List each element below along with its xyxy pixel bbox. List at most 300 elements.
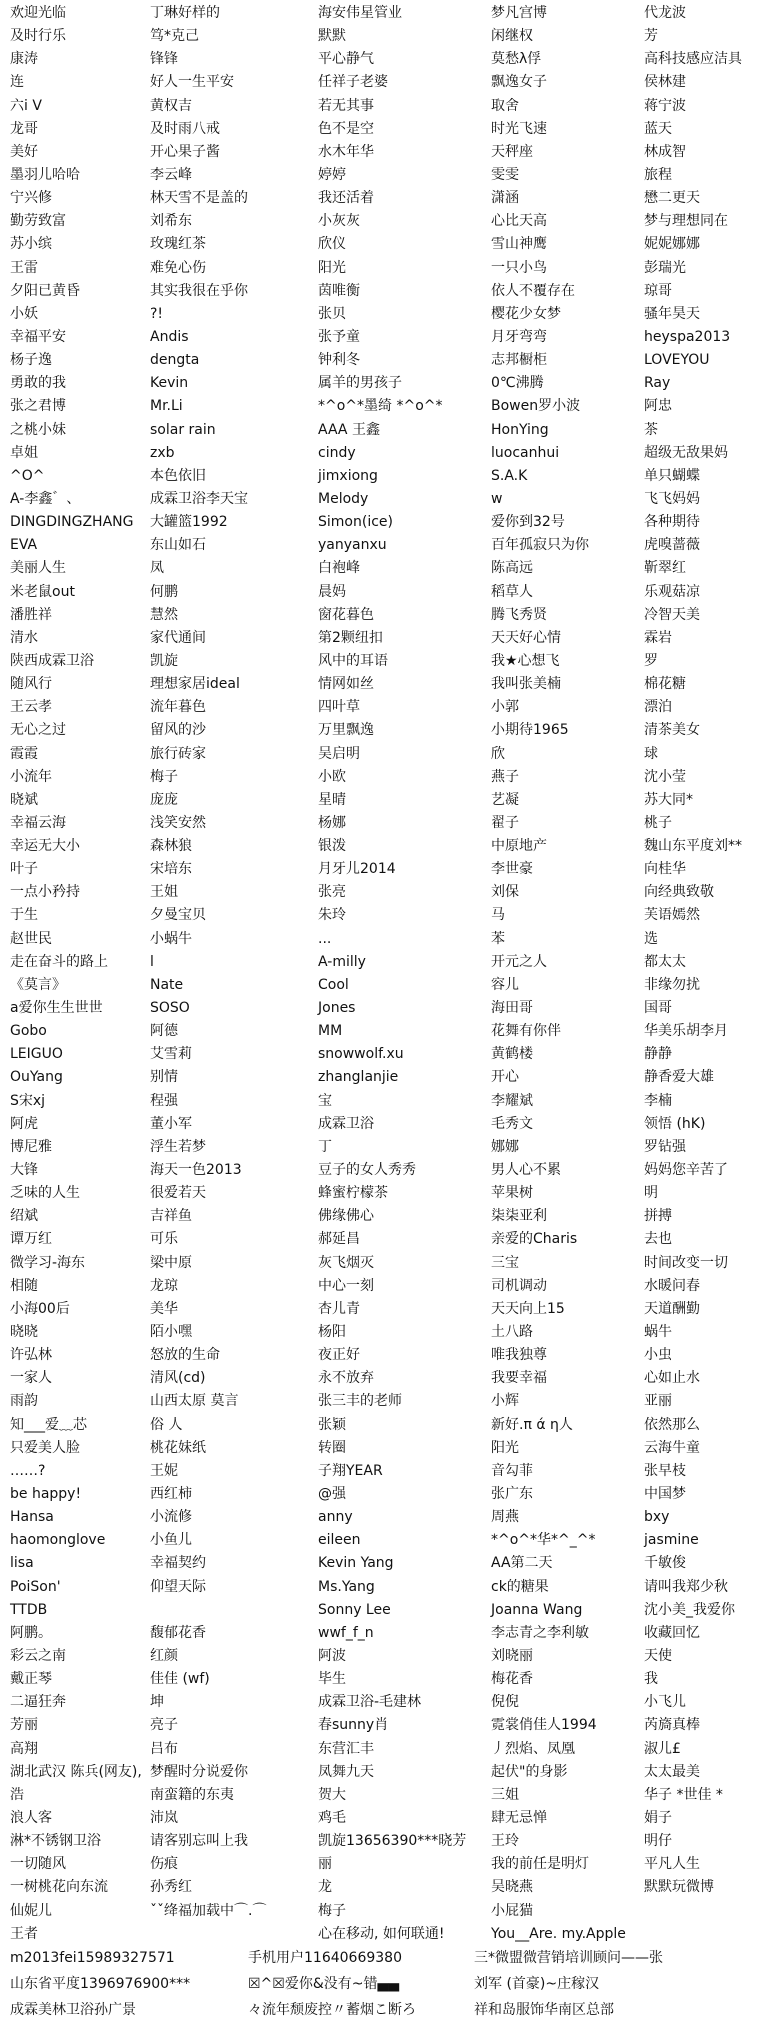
- name-entry: 芙语嫣然: [644, 907, 700, 924]
- footer-entry: 手机用户11640669380: [248, 1950, 402, 1966]
- name-entry: 向经典致敬: [644, 884, 714, 901]
- name-entry: 大锋: [10, 1162, 38, 1179]
- name-entry: 杨阳: [318, 1324, 346, 1341]
- name-entry: 阿虎: [10, 1115, 38, 1132]
- name-entry: 百年孤寂只为你: [491, 537, 589, 554]
- name-entry: 默默玩微博: [644, 1879, 714, 1896]
- name-entry: 庞庞: [150, 791, 178, 808]
- name-entry: 梅花香: [491, 1671, 533, 1688]
- name-entry: 乏味的人生: [10, 1185, 80, 1202]
- name-entry: 仙妮儿: [10, 1902, 52, 1919]
- name-entry: LOVEYOU: [644, 352, 710, 369]
- name-entry: 六i V: [10, 97, 42, 114]
- name-column-4: [491, 2, 639, 1946]
- name-entry: 飞飞妈妈: [644, 490, 700, 507]
- name-entry: 乐观菇凉: [644, 583, 700, 600]
- name-entry: l: [150, 953, 154, 970]
- name-entry: w: [491, 490, 503, 507]
- name-entry: 音勾菲: [491, 1462, 533, 1479]
- name-entry: Mr.Li: [150, 398, 183, 415]
- name-entry: 子翔YEAR: [318, 1462, 383, 1479]
- name-entry: 欢迎光临: [10, 5, 66, 21]
- name-entry: 小海00后: [10, 1300, 70, 1317]
- name-entry: 张亮: [318, 884, 346, 901]
- name-entry: A-李鑫゛、: [10, 490, 81, 507]
- name-entry: 山西太原 莫言: [150, 1393, 239, 1410]
- name-entry: 晓斌: [10, 791, 38, 808]
- name-entry: 雪山神鹰: [491, 236, 547, 253]
- name-entry: 海安伟星管业: [318, 5, 402, 21]
- name-entry: dengta: [150, 352, 200, 369]
- name-entry: 请叫我郑少秋: [644, 1578, 728, 1595]
- name-entry: 蒋宁波: [644, 97, 686, 114]
- name-entry: 小鱼儿: [150, 1532, 192, 1549]
- name-entry: 成霖卫浴李天宝: [150, 490, 248, 507]
- name-entry: 馥郁花香: [150, 1624, 206, 1641]
- name-entry: 芳丽: [10, 1717, 38, 1734]
- name-entry: 王姐: [150, 884, 178, 901]
- name-entry: 永不放弃: [318, 1370, 374, 1387]
- name-entry: 龙琼: [150, 1277, 178, 1294]
- name-entry: 超级无敌果妈: [644, 444, 728, 461]
- name-entry: 刘希东: [150, 213, 192, 230]
- name-entry: 艺凝: [491, 791, 519, 808]
- name-entry: 一家人: [10, 1370, 52, 1387]
- name-entry: Hansa: [10, 1509, 54, 1526]
- name-entry: 静静: [644, 1046, 672, 1063]
- name-entry: 太太最美: [644, 1763, 700, 1780]
- name-entry: 腾飞秀贤: [491, 606, 547, 623]
- name-entry: 凯旋: [150, 652, 178, 669]
- name-entry: 夜正好: [318, 1347, 360, 1364]
- name-entry: 卓姐: [10, 444, 38, 461]
- name-entry: 陈高远: [491, 560, 533, 577]
- name-entry: 茵唯衡: [318, 282, 360, 299]
- name-entry: 选: [644, 930, 658, 947]
- name-entry: 钟利冬: [318, 352, 360, 369]
- name-entry: 小灰灰: [318, 213, 360, 230]
- name-entry: 西红柿: [150, 1486, 192, 1502]
- name-entry: 非缘勿扰: [644, 976, 700, 993]
- name-entry: 张早枝: [644, 1462, 686, 1479]
- name-entry: 陌小嘿: [150, 1324, 192, 1341]
- name-entry: Sonny Lee: [318, 1601, 391, 1618]
- name-entry: 霖岩: [644, 629, 672, 646]
- name-entry: 宋培东: [150, 861, 192, 878]
- name-entry: 海田哥: [491, 1000, 533, 1017]
- name-entry: 墨羽儿哈哈: [10, 166, 80, 183]
- name-entry: Simon(ice): [318, 514, 393, 531]
- name-entry: 小辉: [491, 1393, 519, 1410]
- name-entry: 罗: [644, 652, 658, 669]
- name-entry: Andis: [150, 328, 189, 345]
- name-entry: 闲继权: [491, 28, 533, 45]
- name-entry: 留风的沙: [150, 722, 206, 739]
- name-entry: 一只小鸟: [491, 259, 547, 276]
- name-entry: bxy: [644, 1509, 670, 1526]
- name-entry: 勤劳致富: [10, 213, 66, 230]
- name-entry: 浪人客: [10, 1809, 52, 1826]
- name-entry: 单只蝴蝶: [644, 467, 700, 484]
- name-entry: 依人不覆存在: [491, 282, 575, 299]
- name-entry: 《莫言》: [10, 976, 66, 993]
- name-entry: 新好.π ά η人: [491, 1416, 573, 1433]
- name-entry: a爱你生生世世: [10, 1000, 103, 1017]
- name-entry: 佳佳 (wf): [150, 1671, 210, 1688]
- name-entry: 宁兴修: [10, 190, 52, 207]
- name-entry: S宋xj: [10, 1092, 46, 1109]
- name-entry: 王者: [10, 1925, 38, 1942]
- name-entry: 凤: [150, 560, 164, 577]
- name-entry: Kevin: [150, 375, 189, 392]
- name-entry: 三姐: [491, 1786, 519, 1803]
- name-entry: 吴启明: [318, 745, 360, 762]
- name-entry: 懋二更天: [644, 190, 700, 207]
- name-entry: ...: [318, 930, 332, 947]
- name-entry: S.A.K: [491, 467, 528, 484]
- name-entry: 二逼狂奔: [10, 1694, 66, 1711]
- name-entry: 红颜: [150, 1647, 178, 1664]
- name-entry: 李耀斌: [491, 1092, 533, 1109]
- name-entry: yanyanxu: [318, 537, 387, 554]
- name-entry: snowwolf.xu: [318, 1046, 404, 1063]
- name-entry: 伤痕: [150, 1856, 178, 1873]
- name-entry: 国哥: [644, 1000, 672, 1017]
- name-entry: 丿烈焰、凤凰: [491, 1740, 575, 1757]
- name-entry: 黄鹤楼: [491, 1046, 533, 1063]
- name-entry: 小流年: [10, 768, 52, 785]
- name-entry: 飘逸女子: [491, 74, 547, 91]
- name-entry: 第2颗纽扣: [318, 629, 383, 646]
- name-entry: 罗钻强: [644, 1138, 686, 1155]
- name-entry: 侯林建: [644, 74, 686, 91]
- name-entry: 明: [644, 1185, 658, 1202]
- name-entry: 桃花妹纸: [150, 1439, 206, 1456]
- name-entry: 彭瑞光: [644, 259, 686, 276]
- name-entry: 及时行乐: [10, 28, 66, 45]
- name-entry: 陕西成霖卫浴: [10, 652, 94, 669]
- name-entry: 清风(cd): [150, 1370, 206, 1387]
- name-entry: 情网如丝: [318, 676, 374, 693]
- name-entry: 桃子: [644, 814, 672, 831]
- name-entry: 连: [10, 74, 24, 91]
- name-entry: 云海牛童: [644, 1439, 700, 1456]
- name-entry: TTDB: [10, 1601, 48, 1618]
- name-entry: 高科技感应洁具: [644, 51, 742, 68]
- name-entry: 何鹏: [150, 583, 178, 600]
- name-entry: 朱玲: [318, 907, 346, 924]
- name-entry: zhanglanjie: [318, 1069, 399, 1086]
- footer-row: [0, 1972, 760, 1996]
- name-entry: 夕曼宝贝: [150, 907, 206, 924]
- name-entry: 志邦橱柜: [491, 352, 547, 369]
- name-entry: 去也: [644, 1231, 672, 1248]
- name-entry: 佛缘佛心: [318, 1208, 374, 1225]
- name-entry: 笃*克己: [150, 28, 199, 45]
- name-entry: 美好: [10, 143, 38, 160]
- name-entry: 夕阳已黄昏: [10, 282, 80, 299]
- name-entry: 南蛮籍的东夷: [150, 1786, 234, 1803]
- name-entry: 张之君博: [10, 398, 66, 415]
- name-entry: [644, 1923, 760, 1946]
- name-entry: 坤: [150, 1694, 164, 1711]
- name-entry: OuYang: [10, 1069, 63, 1086]
- name-entry: 晓晓: [10, 1324, 38, 1341]
- name-column-2: [150, 2, 298, 1923]
- name-entry: 欣仪: [318, 236, 346, 253]
- name-entry: 霓裳俏佳人1994: [491, 1717, 597, 1734]
- name-entry: 杨娜: [318, 814, 346, 831]
- name-entry: 代龙波: [644, 5, 686, 21]
- name-entry: 心在移动, 如何联通!: [318, 1925, 445, 1942]
- name-entry: 旅程: [644, 166, 672, 183]
- name-entry: 小蜗牛: [150, 930, 192, 947]
- name-entry: 随风行: [10, 676, 52, 693]
- name-entry: 慧然: [150, 606, 178, 623]
- name-entry: 相随: [10, 1277, 38, 1294]
- name-entry: @强: [318, 1486, 346, 1502]
- name-entry: 清水: [10, 629, 38, 646]
- name-entry: 收藏回忆: [644, 1624, 700, 1641]
- name-entry: eileen: [318, 1532, 361, 1549]
- name-entry: 一点小矜持: [10, 884, 80, 901]
- name-entry: 明仔: [644, 1833, 672, 1850]
- name-entry: 心如止水: [644, 1370, 700, 1387]
- name-entry: 水木年华: [318, 143, 374, 160]
- name-entry: 小虫: [644, 1347, 672, 1364]
- name-entry: wwf_f_n: [318, 1624, 374, 1641]
- name-entry: 丁: [318, 1138, 332, 1155]
- name-entry: 湖北武汉 陈兵(网友),: [10, 1763, 142, 1780]
- name-entry: Ray: [644, 375, 671, 392]
- name-entry: Kevin Yang: [318, 1555, 394, 1572]
- name-entry: 幸福契约: [150, 1555, 206, 1572]
- name-entry: 我叫张美楠: [491, 676, 561, 693]
- name-entry: anny: [318, 1509, 353, 1526]
- name-entry: 米老鼠out: [10, 583, 75, 600]
- name-entry: 杨子逸: [10, 352, 52, 369]
- name-entry: 张颖: [318, 1416, 346, 1433]
- name-entry: 柒柒亚利: [491, 1208, 547, 1225]
- name-entry: 中国梦: [644, 1486, 686, 1502]
- name-entry: 本色依旧: [150, 467, 206, 484]
- name-entry: ?!: [150, 305, 164, 322]
- name-entry: 宝: [318, 1092, 332, 1109]
- name-entry: 中心一刻: [318, 1277, 374, 1294]
- name-entry: 开元之人: [491, 953, 547, 970]
- name-entry: 魏山东平度刘**: [644, 838, 742, 855]
- name-entry: 程强: [150, 1092, 178, 1109]
- name-entry: Jones: [318, 1000, 356, 1017]
- name-entry: SOSO: [150, 1000, 190, 1017]
- name-entry: 杏儿青: [318, 1300, 360, 1317]
- name-entry: AA第二天: [491, 1555, 553, 1572]
- name-entry: 小妖: [10, 305, 38, 322]
- name-entry: 天天向上15: [491, 1300, 565, 1317]
- name-entry: 唯我独尊: [491, 1347, 547, 1364]
- name-entry: 土八路: [491, 1324, 533, 1341]
- name-entry: 梦凡宫博: [491, 5, 547, 21]
- name-entry: 琼哥: [644, 282, 672, 299]
- name-entry: 星晴: [318, 791, 346, 808]
- name-entry: 张三丰的老师: [318, 1393, 402, 1410]
- name-entry: 蜂蜜柠檬茶: [318, 1185, 388, 1202]
- name-entry: 请客别忘叫上我: [150, 1833, 248, 1850]
- name-entry: 清茶美女: [644, 722, 700, 739]
- name-entry: 勇敢的我: [10, 375, 66, 392]
- name-entry: 丁琳好样的: [150, 5, 220, 21]
- name-entry: 转圈: [318, 1439, 346, 1456]
- name-entry: 芳: [644, 28, 658, 45]
- name-entry: solar rain: [150, 421, 216, 438]
- name-entry: 静香爱大雄: [644, 1069, 714, 1086]
- name-entry: 灰飞烟灭: [318, 1254, 374, 1271]
- name-entry: 王玲: [491, 1833, 519, 1850]
- name-entry: 拼搏: [644, 1208, 672, 1225]
- name-entry: 属羊的男孩子: [318, 375, 402, 392]
- name-entry: 王雷: [10, 259, 38, 276]
- name-entry: 阳光: [318, 259, 346, 276]
- name-entry: lisa: [10, 1555, 34, 1572]
- footer-entry: 山东省平度1396976900***: [10, 1976, 191, 1992]
- name-entry: 色不是空: [318, 120, 374, 137]
- name-entry: 春sunny肖: [318, 1717, 389, 1734]
- name-entry: Gobo: [10, 1023, 47, 1040]
- name-entry: 很爱若天: [150, 1185, 206, 1202]
- name-entry: 亲爱的Charis: [491, 1231, 578, 1248]
- name-entry: jimxiong: [318, 467, 378, 484]
- name-entry: 梁中原: [150, 1254, 192, 1271]
- name-entry: 时光飞速: [491, 120, 547, 137]
- name-entry: zxb: [150, 444, 175, 461]
- name-entry: 谭万红: [10, 1231, 52, 1248]
- name-entry: 球: [644, 745, 658, 762]
- name-entry: 骚年昊天: [644, 305, 700, 322]
- name-entry: 冷智天美: [644, 606, 700, 623]
- name-entry: 亮子: [150, 1717, 178, 1734]
- name-entry: 风中的耳语: [318, 652, 388, 669]
- name-entry: 东山如石: [150, 537, 206, 554]
- name-entry: 时间改变一切: [644, 1254, 728, 1271]
- name-entry: 开心: [491, 1069, 519, 1086]
- name-entry: 莫愁λ俘: [491, 51, 542, 68]
- name-entry: 梦与理想同在: [644, 213, 728, 230]
- name-entry: 樱花少女梦: [491, 305, 561, 322]
- name-entry: 取舍: [491, 97, 519, 114]
- name-entry: DINGDINGZHANG: [10, 514, 134, 531]
- name-entry: 天使: [644, 1647, 672, 1664]
- name-entry: 梅子: [318, 1902, 346, 1919]
- name-entry: 理想家居ideal: [150, 676, 240, 693]
- name-entry: 艾雪莉: [150, 1046, 192, 1063]
- name-entry: 阿波: [318, 1647, 346, 1664]
- name-entry: 玫瑰红茶: [150, 236, 206, 253]
- name-entry: 阿鹏。: [10, 1624, 52, 1641]
- name-entry: 万里飘逸: [318, 722, 374, 739]
- name-entry: 小期待1965: [491, 722, 569, 739]
- name-entry: 婷婷: [318, 166, 346, 183]
- name-entry: 沛岚: [150, 1809, 178, 1826]
- name-entry: 好人一生平安: [150, 74, 234, 91]
- name-entry: 张贝: [318, 305, 346, 322]
- name-entry: 旅行砖家: [150, 745, 206, 762]
- name-entry: 浮生若梦: [150, 1138, 206, 1155]
- name-entry: 周燕: [491, 1509, 519, 1526]
- name-entry: luocanhui: [491, 444, 560, 461]
- name-entry: 默默: [318, 28, 346, 45]
- name-entry: 康涛: [10, 51, 38, 68]
- name-entry: *^o^*墨绮 *^o^*: [318, 398, 443, 415]
- name-entry: 天秤座: [491, 143, 533, 160]
- name-entry: Ms.Yang: [318, 1578, 375, 1595]
- footer-entry: ☒^☒爱你&没有~错▄▄: [248, 1976, 400, 1992]
- name-entry: 赵世民: [10, 930, 52, 947]
- name-entry: 郝延昌: [318, 1231, 360, 1248]
- name-entry: 贺大: [318, 1786, 346, 1803]
- name-entry: 知___爱﹏芯: [10, 1416, 87, 1433]
- name-entry: 我要幸福: [491, 1370, 547, 1387]
- name-entry: 小屁猫: [491, 1902, 533, 1919]
- name-entry: 丽: [318, 1856, 332, 1873]
- name-entry: 幸福云海: [10, 814, 66, 831]
- name-entry: 梅子: [150, 768, 178, 785]
- name-entry: 林天雪不是盖的: [150, 190, 248, 207]
- name-entry: 淑儿£: [644, 1740, 681, 1757]
- name-entry: 凤舞九天: [318, 1763, 374, 1780]
- name-entry: 张予童: [318, 328, 360, 345]
- name-column-5: [644, 2, 760, 1946]
- name-entry: 阿德: [150, 1023, 178, 1040]
- name-entry: 刘保: [491, 884, 519, 901]
- name-entry: 戴正琴: [10, 1671, 52, 1688]
- name-entry: MM: [318, 1023, 343, 1040]
- name-entry: 绍斌: [10, 1208, 38, 1225]
- footer-row: [0, 1946, 760, 1970]
- name-entry: 妈妈您辛苦了: [644, 1162, 728, 1179]
- name-entry: 许弘林: [10, 1347, 52, 1364]
- name-entry: 别情: [150, 1069, 178, 1086]
- name-entry: 花舞有你伴: [491, 1023, 561, 1040]
- name-entry: jasmine: [644, 1532, 699, 1549]
- name-entry: 霞霞: [10, 745, 38, 762]
- name-entry: 倪倪: [491, 1694, 519, 1711]
- name-entry: 平心静气: [318, 51, 374, 68]
- name-entry: 苏大同*: [644, 791, 693, 808]
- name-entry: 银泼: [318, 838, 346, 855]
- name-entry: 依然那么: [644, 1416, 700, 1433]
- name-entry: 孙秀红: [150, 1879, 192, 1896]
- name-entry: 成霖卫浴-毛建林: [318, 1694, 422, 1711]
- name-entry: 都太太: [644, 953, 686, 970]
- name-entry: 鸡毛: [318, 1809, 346, 1826]
- name-entry: ^O^: [10, 467, 45, 484]
- name-entry: 蓝天: [644, 120, 672, 137]
- name-entry: 豆子的女人秀秀: [318, 1162, 416, 1179]
- name-entry: 欣: [491, 745, 505, 762]
- name-entry: 彩云之南: [10, 1647, 66, 1664]
- name-entry: 华子 *世佳 *: [644, 1786, 723, 1803]
- name-entry: 稻草人: [491, 583, 533, 600]
- name-entry: 妮妮娜娜: [644, 236, 700, 253]
- name-entry: 领悟 (hK): [644, 1115, 706, 1132]
- name-entry: 家代通间: [150, 629, 206, 646]
- name-entry: 李世豪: [491, 861, 533, 878]
- name-entry: 我的前任是明灯: [491, 1856, 589, 1873]
- name-entry: 刘晓丽: [491, 1647, 533, 1664]
- name-entry: 司机调动: [491, 1277, 547, 1294]
- name-entry: 及时雨八戒: [150, 120, 220, 137]
- name-entry: 起伏"的身影: [491, 1763, 568, 1780]
